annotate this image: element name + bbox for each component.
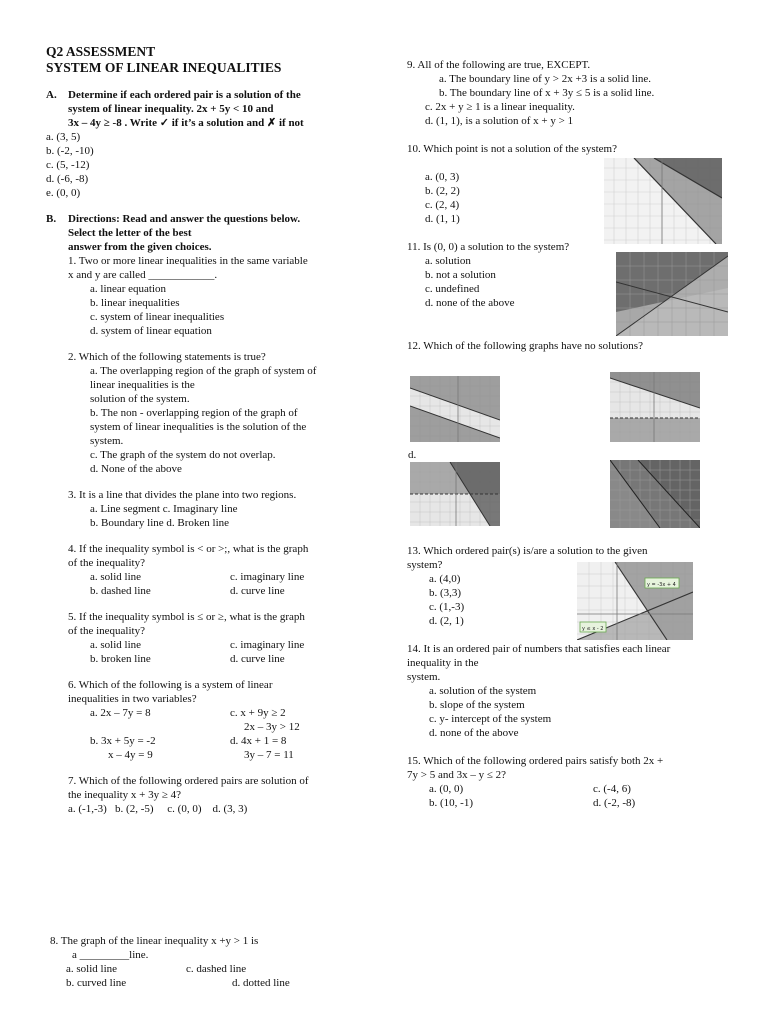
part-a-item: d. (-6, -8) xyxy=(46,173,89,185)
choice: a. The overlapping region of the graph of system of xyxy=(90,365,317,377)
part-b-letter: B. xyxy=(46,213,57,225)
question-stem: 2. Which of the following statements is true? xyxy=(68,351,266,363)
question-stem: a _________line. xyxy=(72,949,149,961)
choice: b. Boundary line d. Broken line xyxy=(90,517,230,529)
question-stem: 5. If the inequality symbol is ≤ or ≥, what is the graph xyxy=(68,611,305,623)
choice: c. The graph of the system do not overlap. xyxy=(90,449,276,461)
choice: c. 2x + y ≥ 1 is a linear inequality. xyxy=(425,101,575,113)
choice: c. (1,-3) xyxy=(429,601,465,613)
question-2 xyxy=(46,350,376,476)
question-stem: of the inequality? xyxy=(68,625,145,637)
choice: d. (1, 1), is a solution of x + y > 1 xyxy=(425,115,574,127)
question-stem: the inequality x + 3y ≥ 4? xyxy=(68,789,182,801)
choice: a. (4,0) xyxy=(429,573,461,585)
choice: solution of the system. xyxy=(90,393,190,405)
choice: a. linear equation xyxy=(90,283,167,295)
choice: linear inequalities is the xyxy=(90,379,195,391)
left-column xyxy=(46,44,376,816)
choice: c. imaginary line xyxy=(230,571,305,583)
question-7 xyxy=(46,774,376,816)
page-subtitle: SYSTEM OF LINEAR INEQUALITIES xyxy=(46,60,282,75)
q12-graph-a xyxy=(410,376,500,442)
question-stem: inequality in the xyxy=(407,657,479,669)
choice: system. xyxy=(90,435,124,447)
question-12-stem: 12. Which of the following graphs have no solutions? xyxy=(407,340,643,352)
question-stem: inequalities in two variables? xyxy=(68,693,197,705)
choice: b. curved line xyxy=(66,977,127,989)
choice: system of linear inequalities is the solution of the xyxy=(90,421,307,433)
q12-graph-b xyxy=(610,372,700,442)
choice: b. 3x + 5y = -2 xyxy=(90,735,156,747)
question-stem: 3. It is a line that divides the plane into two regions. xyxy=(68,489,297,501)
question-stem: 7y > 5 and 3x – y ≤ 2? xyxy=(407,769,507,781)
choice: a. The boundary line of y > 2x +3 is a solid line. xyxy=(439,73,652,85)
choice: a. solid line xyxy=(90,571,142,583)
choice: a. 2x – 7y = 8 xyxy=(90,707,151,719)
question-stem: 6. Which of the following is a system of linear xyxy=(68,679,273,691)
choice: d. (-2, -8) xyxy=(593,797,636,809)
q12-label-d: d. xyxy=(408,449,417,461)
part-a-instruction: system of linear inequality. 2x + 5y < 10 and xyxy=(68,103,274,115)
choice: d. none of the above xyxy=(425,297,515,309)
part-b-instruction: Select the letter of the best xyxy=(68,227,192,239)
choice: a. Line segment c. Imaginary line xyxy=(90,503,238,515)
choice: b. linear inequalities xyxy=(90,297,180,309)
part-b-instruction: answer from the given choices. xyxy=(68,241,212,253)
question-stem: 15. Which of the following ordered pairs satisfy both 2x + xyxy=(407,755,664,767)
choice: a. solid line xyxy=(66,963,118,975)
choice: b. The boundary line of x + 3y ≤ 5 is a solid line. xyxy=(439,87,655,99)
choice: d. (1, 1) xyxy=(425,213,460,225)
question-stem: 13. Which ordered pair(s) is/are a solution to the given xyxy=(407,545,648,557)
question-14 xyxy=(407,642,757,740)
q12-graph-d xyxy=(610,460,700,528)
question-stem: 10. Which point is not a solution of the system? xyxy=(407,143,617,155)
choice: a. solid line xyxy=(90,639,142,651)
question-stem: 11. Is (0, 0) a solution to the system? xyxy=(407,241,570,253)
choice: b. (10, -1) xyxy=(429,797,473,809)
choice: d. None of the above xyxy=(90,463,182,475)
choice: a. solution of the system xyxy=(429,685,537,697)
q12-graph-c xyxy=(410,462,500,526)
choice: c. undefined xyxy=(425,283,480,295)
choice: c. (-4, 6) xyxy=(593,783,631,795)
question-stem: 9. All of the following are true, EXCEPT. xyxy=(407,59,591,71)
choice: c. imaginary line xyxy=(230,639,305,651)
choice: b. dashed line xyxy=(90,585,151,597)
q13-label-1: y = -3x + 4 xyxy=(647,582,676,588)
question-stem: 14. It is an ordered pair of numbers that satisfies each linear xyxy=(407,643,671,655)
q11-graph xyxy=(616,252,728,336)
choice: d. none of the above xyxy=(429,727,519,739)
choice: a. (0, 0) xyxy=(429,783,464,795)
choice: a. (0, 3) xyxy=(425,171,460,183)
question-stem: of the inequality? xyxy=(68,557,145,569)
part-a-item: e. (0, 0) xyxy=(46,187,81,199)
q10-graph xyxy=(604,158,722,244)
part-a-item: c. (5, -12) xyxy=(46,159,90,171)
choice-line: 3y – 7 = 11 xyxy=(244,749,294,761)
choice: d. 4x + 1 = 8 xyxy=(230,735,287,747)
choice: c. (2, 4) xyxy=(425,199,460,211)
choices: a. (-1,-3) b. (2, -5) c. (0, 0) d. (3, 3) xyxy=(68,803,248,815)
question-stem: x and y are called ____________. xyxy=(68,269,218,281)
question-1 xyxy=(46,254,376,338)
question-stem: system. xyxy=(407,671,441,683)
choice: b. not a solution xyxy=(425,269,496,281)
choice: c. dashed line xyxy=(186,963,247,975)
question-4 xyxy=(46,542,376,598)
part-a-item: b. (-2, -10) xyxy=(46,145,94,157)
question-stem: 1. Two or more linear inequalities in the same variable xyxy=(68,255,308,267)
choice: d. dotted line xyxy=(232,977,290,989)
q13-graph xyxy=(577,562,693,640)
question-stem: 8. The graph of the linear inequality x +y > 1 is xyxy=(50,935,259,947)
part-a-instruction: 3x – 4y ≥ -8 . Write ✓ if it’s a solution and ✗ if not xyxy=(68,117,304,129)
choice: b. The non - overlapping region of the graph of xyxy=(90,407,298,419)
choice: b. broken line xyxy=(90,653,151,665)
question-stem: system? xyxy=(407,559,443,571)
question-stem: 7. Which of the following ordered pairs are solution of xyxy=(68,775,309,787)
question-9 xyxy=(407,58,747,128)
part-a-letter: A. xyxy=(46,89,57,101)
choice: a. solution xyxy=(425,255,471,267)
part-a-item: a. (3, 5) xyxy=(46,131,81,143)
part-b-instruction: Directions: Read and answer the questions below. xyxy=(68,213,301,225)
choice: c. y- intercept of the system xyxy=(429,713,552,725)
part-a xyxy=(46,82,376,200)
question-8 xyxy=(50,934,370,990)
choice: d. system of linear equation xyxy=(90,325,212,337)
question-3 xyxy=(46,488,376,530)
choice-line: 2x – 3y > 12 xyxy=(244,721,300,733)
choice: d. (2, 1) xyxy=(429,615,464,627)
part-b xyxy=(46,212,376,254)
choice: b. (3,3) xyxy=(429,587,462,599)
question-15 xyxy=(407,754,757,810)
question-stem: 4. If the inequality symbol is < or >;, what is the graph xyxy=(68,543,309,555)
choice: c. x + 9y ≥ 2 xyxy=(230,707,286,719)
question-5 xyxy=(46,610,376,666)
choice: d. curve line xyxy=(230,585,285,597)
q13-label-2: y ≤ x - 2 xyxy=(582,626,604,632)
page-title: Q2 ASSESSMENT xyxy=(46,44,156,59)
choice: b. (2, 2) xyxy=(425,185,460,197)
choice: c. system of linear inequalities xyxy=(90,311,225,323)
question-6 xyxy=(46,678,376,762)
choice: d. curve line xyxy=(230,653,285,665)
part-a-instruction: Determine if each ordered pair is a solution of the xyxy=(68,89,301,101)
choice-line: x – 4y = 9 xyxy=(108,749,153,761)
choice: b. slope of the system xyxy=(429,699,525,711)
